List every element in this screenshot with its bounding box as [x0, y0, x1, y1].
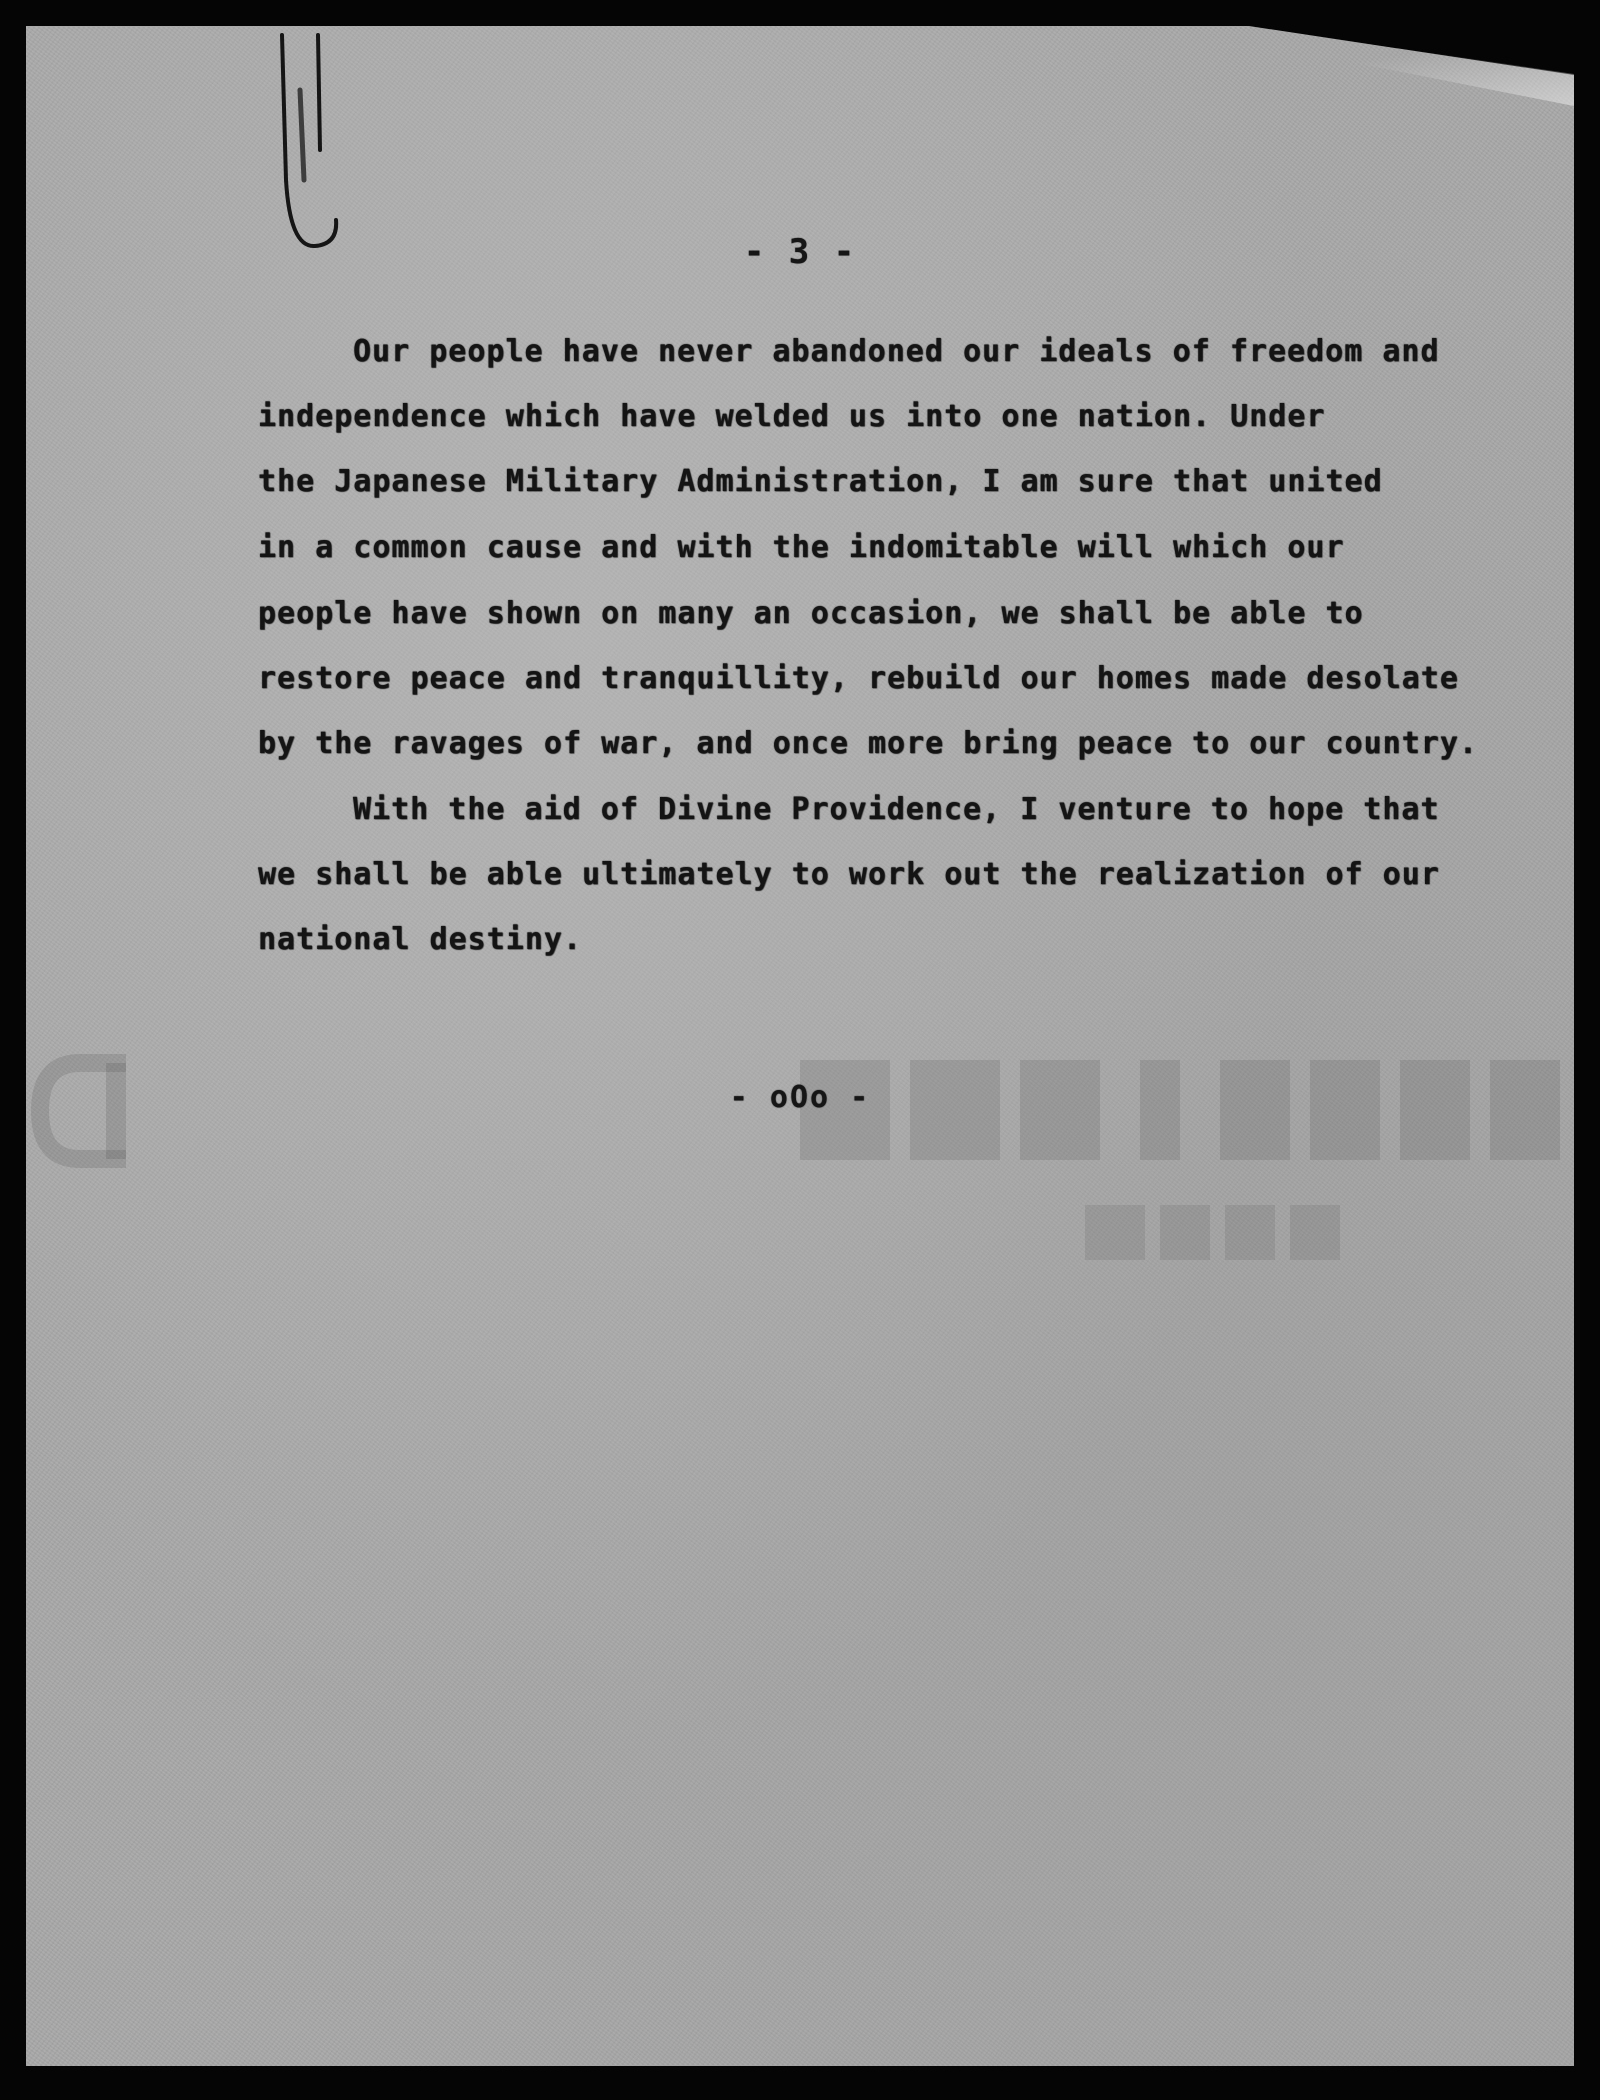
paragraph-line: independence which have welded us into one nation. Under [258, 399, 1326, 434]
paragraph-line: in a common cause and with the indomitable will which our [258, 530, 1345, 565]
closing-mark: - oOo - [729, 1080, 871, 1115]
paragraph-line: national destiny. [258, 922, 583, 957]
paragraph-line: Our people have never abandoned our ideals of freedom and [353, 334, 1440, 369]
paragraph-line: people have shown on many an occasion, we shall be able to [258, 596, 1364, 631]
paragraph-line: With the aid of Divine Providence, I venture to hope that [353, 792, 1440, 827]
paragraph-line: by the ravages of war, and once more bring peace to our country. [258, 726, 1478, 761]
paragraph-line: restore peace and tranquillity, rebuild our homes made desolate [258, 661, 1459, 696]
paragraph-line: the Japanese Military Administration, I am sure that united [258, 464, 1383, 499]
bleed-through-smudge [1050, 1190, 1350, 1270]
paragraph-line: we shall be able ultimately to work out the realization of our [258, 857, 1440, 892]
page-number: - 3 - [743, 232, 857, 272]
paperclip-icon [270, 30, 350, 255]
bleed-through-smudge-glyph [1050, 1190, 1350, 1270]
